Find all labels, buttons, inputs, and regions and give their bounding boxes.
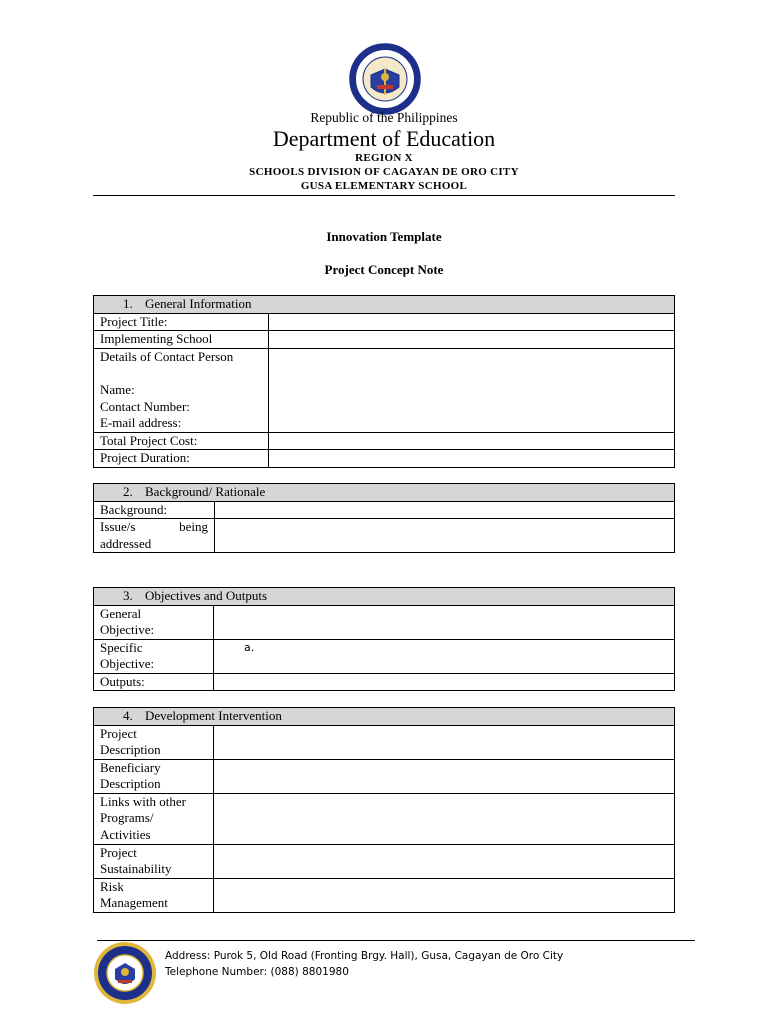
field-label: Background:	[94, 501, 215, 519]
table-row	[94, 501, 675, 519]
field-label: Sustainability	[100, 861, 172, 876]
table-row	[94, 793, 675, 844]
sustainability-field[interactable]	[214, 844, 675, 878]
section-title: Development Intervention	[145, 708, 282, 723]
field-label: Description	[100, 742, 161, 757]
section-title: Background/ Rationale	[145, 484, 266, 499]
table-row	[94, 725, 675, 759]
template-title: Innovation Template	[326, 229, 442, 244]
project-description-field[interactable]	[214, 725, 675, 759]
table-row	[94, 878, 675, 912]
project-description-label	[94, 725, 214, 759]
sustainability-label	[94, 844, 214, 878]
header-divider	[93, 195, 675, 196]
division-heading: SCHOOLS DIVISION OF CAGAYAN DE ORO CITY	[249, 166, 519, 178]
contact-person-field[interactable]	[269, 348, 675, 432]
intervention-table	[93, 707, 675, 913]
department-heading: Department of Education	[272, 126, 496, 151]
table-row	[94, 605, 675, 639]
general-objective-label	[94, 605, 214, 639]
field-label: Implementing School	[94, 331, 269, 349]
school-heading: GUSA ELEMENTARY SCHOOL	[300, 180, 468, 192]
list-marker: a.	[244, 640, 255, 654]
school-seal-logo	[93, 941, 157, 1005]
footer-telephone: Telephone Number: (088) 8801980	[165, 966, 349, 978]
issues-field[interactable]	[215, 519, 675, 553]
table-row	[94, 331, 675, 349]
footer-address: Address: Purok 5, Old Road (Fronting Brgy. Hall), Gusa, Cagayan de Oro City	[165, 950, 564, 962]
implementing-school-field[interactable]	[269, 331, 675, 349]
field-label: Beneficiary	[100, 759, 161, 775]
field-label: Programs/	[100, 810, 154, 825]
field-label: addressed	[100, 535, 152, 551]
risk-management-field[interactable]	[214, 878, 675, 912]
specific-objective-field[interactable]	[214, 639, 675, 673]
section-number: 1.	[123, 296, 133, 311]
concept-note-title: Project Concept Note	[324, 262, 444, 277]
field-label: Management	[100, 895, 168, 910]
beneficiary-description-field[interactable]	[214, 759, 675, 793]
field-label: Objective:	[100, 622, 155, 637]
field-label: Project Duration:	[94, 450, 269, 468]
field-label: Project	[100, 725, 137, 741]
field-label: Name:	[100, 382, 135, 397]
table-row	[94, 844, 675, 878]
links-field[interactable]	[214, 793, 675, 844]
specific-objective-label	[94, 639, 214, 673]
table-row	[94, 348, 675, 432]
section-header	[94, 296, 675, 314]
section-number: 3.	[123, 588, 133, 603]
republic-heading: Republic of the Philippines	[310, 110, 458, 125]
field-label: Project	[100, 844, 137, 860]
table-row	[94, 639, 675, 673]
table-row	[94, 673, 675, 691]
project-duration-field[interactable]	[269, 450, 675, 468]
field-label: Links with other	[100, 793, 186, 809]
field-label: Activities	[100, 826, 151, 842]
region-heading: REGION X	[355, 152, 413, 164]
background-table	[93, 483, 675, 553]
section-number: 4.	[123, 708, 133, 723]
section-header	[94, 484, 675, 502]
field-label: General	[100, 605, 142, 621]
risk-management-label	[94, 878, 214, 912]
field-label: Project Title:	[94, 313, 269, 331]
field-label: Total Project Cost:	[94, 432, 269, 450]
field-label: Issue/s being	[100, 519, 208, 534]
field-label: Specific	[100, 639, 143, 655]
table-row	[94, 759, 675, 793]
field-label: Outputs:	[94, 673, 214, 691]
general-objective-field[interactable]	[214, 605, 675, 639]
field-label: Objective:	[100, 656, 155, 671]
table-row	[94, 450, 675, 468]
general-information-table	[93, 295, 675, 468]
section-number: 2.	[123, 484, 133, 499]
beneficiary-description-label	[94, 759, 214, 793]
field-label: E-mail address:	[100, 415, 182, 430]
section-title: Objectives and Outputs	[145, 588, 268, 603]
objectives-table	[93, 587, 675, 691]
field-label: Details of Contact Person	[100, 348, 234, 364]
table-row	[94, 313, 675, 331]
field-label: Description	[100, 776, 161, 791]
section-title: General Information	[145, 296, 252, 311]
deped-seal-logo	[349, 43, 421, 115]
table-row	[94, 519, 675, 553]
project-title-field[interactable]	[269, 313, 675, 331]
section-header	[94, 588, 675, 606]
outputs-field[interactable]	[214, 673, 675, 691]
background-field[interactable]	[215, 501, 675, 519]
table-row	[94, 432, 675, 450]
footer-divider	[97, 940, 695, 941]
contact-person-labels	[94, 348, 269, 432]
field-label: Contact Number:	[100, 398, 190, 414]
total-project-cost-field[interactable]	[269, 432, 675, 450]
links-label	[94, 793, 214, 844]
section-header	[94, 708, 675, 726]
field-label: Risk	[100, 878, 124, 894]
issues-label	[94, 519, 215, 553]
